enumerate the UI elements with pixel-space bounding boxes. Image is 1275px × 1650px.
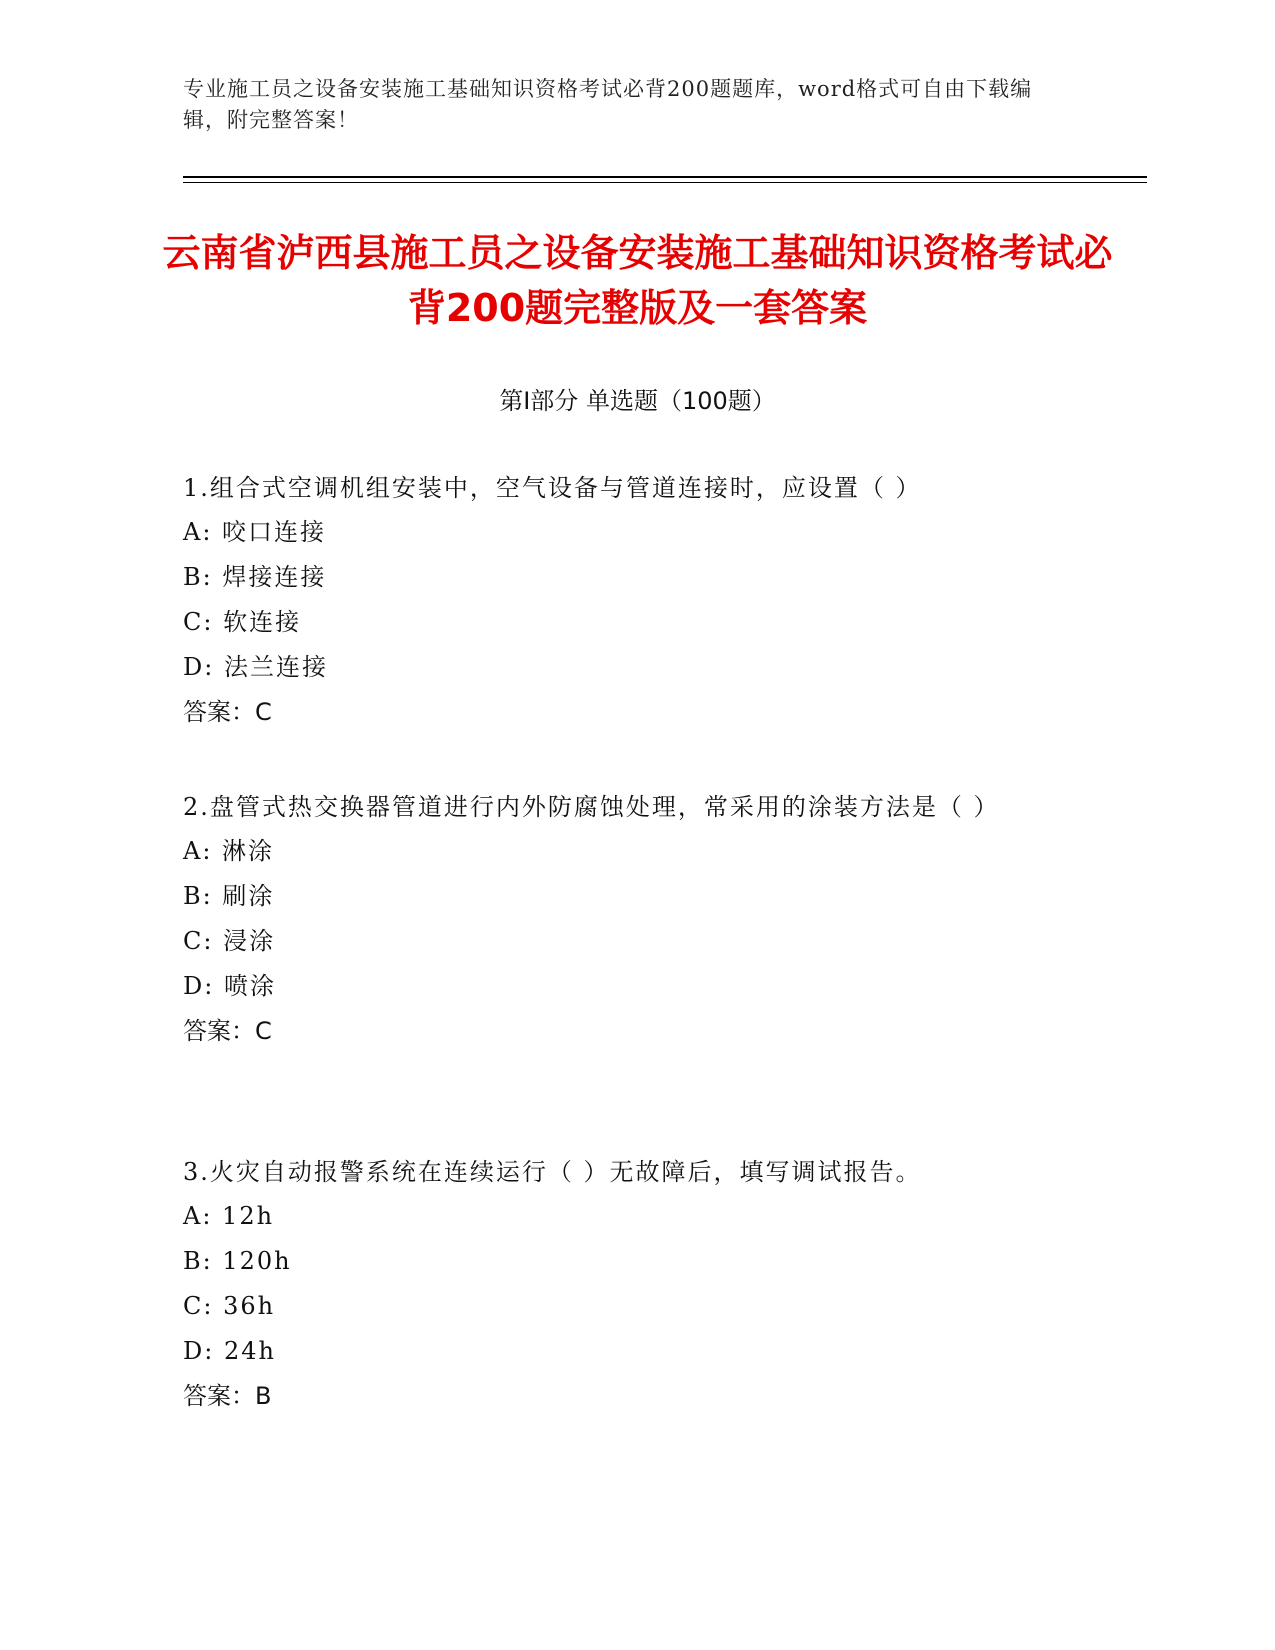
option-a: A: 淋涂	[183, 837, 275, 865]
option-b: B: 120h	[183, 1247, 292, 1275]
option-c: C: 浸涂	[183, 927, 276, 955]
question-2	[183, 785, 1063, 1054]
question-stem: 3.火灾自动报警系统在连续运行（ ）无故障后，填写调试报告。	[183, 1158, 922, 1186]
answer: 答案：C	[183, 698, 272, 726]
option-b: B: 焊接连接	[183, 563, 327, 591]
question-stem: 1.组合式空调机组安装中，空气设备与管道连接时，应设置（ ）	[183, 474, 922, 502]
answer: 答案：B	[183, 1382, 272, 1410]
option-c: C: 软连接	[183, 608, 302, 636]
document-title: 云南省泸西县施工员之设备安装施工基础知识资格考试必背200题完整版及一套答案	[162, 231, 1113, 330]
header-rule-thick	[183, 176, 1147, 178]
header-note: 专业施工员之设备安装施工基础知识资格考试必背200题题库，word格式可自由下载编辑，附完整答案！	[183, 77, 1033, 132]
section-title: 第I部分 单选题（100题）	[499, 387, 776, 415]
option-c: C: 36h	[183, 1292, 276, 1320]
option-a: A: 咬口连接	[183, 518, 327, 546]
option-d: D: 喷涂	[183, 972, 276, 1000]
option-b: B: 刷涂	[183, 882, 275, 910]
question-stem: 2.盘管式热交换器管道进行内外防腐蚀处理，常采用的涂装方法是（ ）	[183, 793, 1000, 821]
header-rule-thin	[183, 182, 1147, 183]
question-3	[183, 1150, 1063, 1419]
option-d: D: 法兰连接	[183, 653, 328, 681]
option-a: A: 12h	[183, 1202, 275, 1230]
question-1	[183, 466, 1063, 735]
option-d: D: 24h	[183, 1337, 276, 1365]
answer: 答案：C	[183, 1017, 272, 1045]
